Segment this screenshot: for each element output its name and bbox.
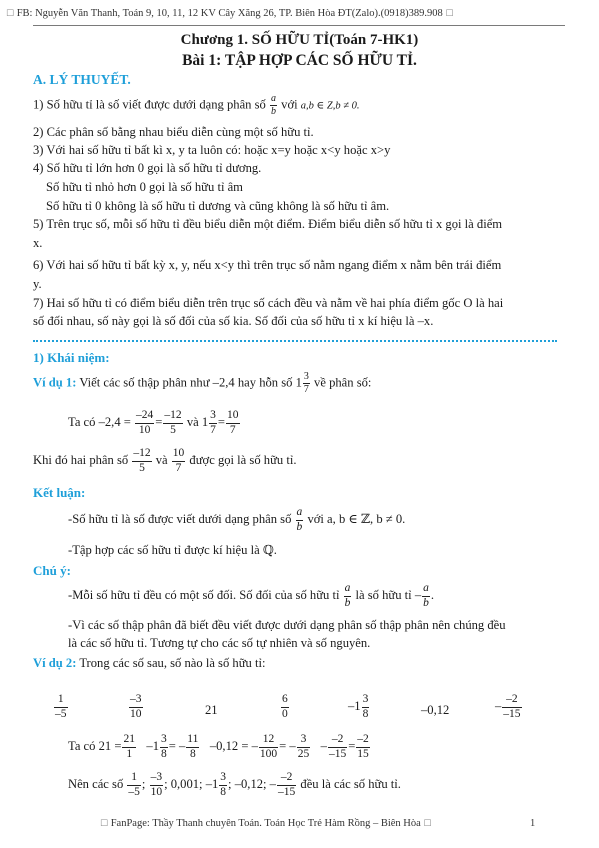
and-word: và — [155, 452, 168, 467]
header-rule — [33, 25, 565, 26]
frac-num: –3 — [150, 772, 164, 786]
frac-den: 5 — [139, 461, 145, 474]
note-heading: Chú ý: — [33, 563, 71, 578]
example-2-statement — [33, 656, 265, 671]
example-2-label: Ví dụ 2: — [33, 656, 77, 670]
conclusion-line-2: -Tập hợp các số hữu tỉ được kí hiệu là ℚ. — [68, 543, 277, 557]
checkbox-glyph-icon: ☐ — [423, 819, 432, 829]
mixed-number — [296, 372, 311, 395]
frac-den: 10 — [150, 785, 163, 798]
text: với a, b ∈ ℤ, b ≠ 0. — [307, 511, 406, 526]
text: Nên các số — [68, 776, 124, 791]
frac-num: 1 — [127, 772, 141, 786]
theory-item-5b: x. — [33, 236, 43, 250]
frac-den: 8 — [362, 707, 369, 720]
frac-den: 8 — [220, 785, 227, 798]
theory-item-6a: 6) Với hai số hữu tỉ bất kỳ x, y, nếu x<y thì trên trục số nằm ngang điểm x nằm bên trái điểm — [33, 258, 502, 272]
frac-num: a — [344, 583, 352, 597]
text: . — [430, 587, 435, 602]
text: Khi đó hai phân số — [33, 452, 129, 467]
frac-den: b — [344, 596, 351, 609]
fraction — [209, 410, 217, 436]
theory-item-7b: số đối nhau, số này gọi là số đối của số kia. Số đối của số hữu tỉ x kí hiệu là –x. — [33, 314, 434, 328]
theory-item-4a: 4) Số hữu tỉ lớn hơn 0 gọi là số hữu tỉ dương. — [33, 161, 262, 175]
ex2-solution — [68, 734, 371, 760]
fraction — [219, 772, 227, 798]
frac-num: –24 — [135, 410, 154, 424]
mixed-whole: –1 — [348, 698, 361, 713]
fraction — [281, 694, 289, 720]
note-line-2a: -Vì các số thập phân đã biết đều viết được dưới dạng phân số thập phân nên chúng đều — [68, 618, 506, 632]
text: đều là các số hữu tỉ. — [300, 776, 401, 791]
fraction — [54, 694, 68, 720]
checkbox-glyph-icon: ☐ — [6, 9, 15, 19]
fraction — [277, 772, 296, 798]
mixed-whole: 1 — [295, 375, 302, 390]
frac-num: –3 — [129, 694, 143, 708]
text: -Mỗi số hữu tỉ đều có một số đối. Số đối của số hữu tỉ — [68, 587, 340, 602]
theory-item-1 — [33, 94, 360, 117]
theory-item-4c: Số hữu tỉ 0 không là số hữu tỉ dương và cũng không là số hữu tỉ âm. — [46, 199, 390, 213]
frac-den: –5 — [55, 707, 67, 720]
theory-item-6b: y. — [33, 277, 42, 291]
theory-item-7a: 7) Hai số hữu tỉ có điểm biểu diễn trên trục số cách đều và nằm về hai phía điểm gốc O là hai — [33, 296, 504, 310]
frac-num: a — [422, 583, 430, 597]
frac-num: 11 — [186, 734, 199, 748]
frac-num: 1 — [54, 694, 68, 708]
frac-num: –2 — [277, 772, 296, 786]
frac-num: 3 — [303, 371, 309, 382]
example-1-solution: Ta có –2,4 = $\frac{-24}{10}$ = $\frac{-12}{5}$ và 1 $\frac{3}{7}$ = $\frac{10}{7}$ — [68, 409, 239, 436]
frac-den: b — [423, 596, 429, 609]
item1-mid: với — [281, 97, 298, 112]
frac-den: –5 — [128, 785, 140, 798]
example-1-label: Ví dụ 1: — [33, 375, 77, 390]
frac-num: 3 — [160, 734, 168, 748]
item1-condition: a,b ∈ Z,b ≠ 0. — [300, 100, 360, 112]
example-1-statement — [33, 372, 371, 395]
text: là số hữu tỉ – — [355, 587, 422, 602]
fraction — [502, 694, 521, 720]
checkbox-glyph-icon: ☐ — [445, 9, 454, 19]
theory-item-3: 3) Với hai số hữu tỉ bất kì x, y ta luôn có: hoặc x=y hoặc x<y hoặc x>y — [33, 143, 391, 157]
frac-den: b — [270, 106, 276, 117]
frac-den: –15 — [328, 747, 347, 760]
frac-den: 8 — [189, 747, 196, 760]
example-2-text: Trong các số sau, số nào là số hữu tỉ: — [79, 656, 266, 670]
frac-num: –12 — [163, 410, 182, 424]
frac-num: 3 — [219, 772, 227, 786]
frac-den: 7 — [303, 384, 309, 395]
frac-den: 7 — [229, 423, 236, 436]
fraction — [226, 410, 240, 436]
section-divider — [33, 340, 557, 342]
sign: – — [320, 738, 327, 753]
lesson-title: Bài 1: TẬP HỢP CÁC SỐ HỮU TỈ. — [182, 52, 417, 69]
mixed-fraction — [303, 372, 310, 395]
mixed-whole: –1 — [146, 738, 159, 753]
fraction — [172, 448, 186, 474]
conclusion-line-1 — [68, 507, 405, 533]
text: –0,12 = – — [209, 738, 258, 753]
sign: – — [495, 698, 502, 713]
fraction — [163, 410, 182, 436]
text: Ta có 21 = — [68, 738, 122, 753]
frac-num: 3 — [297, 734, 311, 748]
text: = — [348, 738, 356, 753]
fraction — [132, 448, 151, 474]
theory-item-2: 2) Các phân số bằng nhau biểu diễn cùng một số hữu tỉ. — [33, 125, 314, 139]
frac-num: 12 — [259, 734, 278, 748]
fraction — [122, 734, 136, 760]
ex2-item-b — [128, 694, 144, 720]
frac-num: –12 — [132, 448, 151, 462]
frac-num: a — [270, 93, 276, 104]
page-header — [6, 8, 453, 19]
fraction — [362, 694, 370, 720]
fraction — [297, 734, 311, 760]
ex2-item-a — [53, 694, 69, 720]
ex2-item-g — [495, 694, 523, 720]
text: –0,12; – — [234, 776, 276, 791]
frac-num: –2 — [356, 734, 370, 748]
text: 0,001; –1 — [170, 776, 219, 791]
conclusion-heading: Kết luận: — [33, 485, 86, 500]
fraction — [259, 734, 278, 760]
frac-den: 0 — [282, 707, 288, 720]
frac-den: 25 — [297, 747, 310, 760]
ex2-item-c: 21 — [205, 703, 218, 717]
fraction-a-b — [344, 583, 352, 609]
fraction — [127, 772, 141, 798]
frac-num: a — [296, 507, 304, 521]
frac-num: –2 — [502, 694, 521, 708]
ex2-item-d — [280, 694, 290, 720]
section-a-heading: A. LÝ THUYẾT. — [33, 72, 131, 87]
text: được gọi là số hữu tỉ. — [189, 452, 297, 467]
fraction-a-b — [422, 583, 430, 609]
frac-den: 7 — [210, 423, 216, 436]
example-1-tail: về phân số: — [314, 375, 372, 390]
frac-den: b — [296, 520, 303, 533]
frac-den: –15 — [277, 785, 296, 798]
fraction — [150, 772, 164, 798]
fraction — [356, 734, 370, 760]
text: -Số hữu tỉ là số được viết dưới dạng phân số — [68, 511, 292, 526]
frac-den: –15 — [503, 707, 521, 720]
note-line-1 — [68, 583, 434, 609]
frac-num: –2 — [328, 734, 347, 748]
fraction — [186, 734, 199, 760]
mixed-whole: 1 — [201, 414, 209, 429]
ex2-conclusion: Nên các số $\frac{1}{-5}$ ; $\frac{-3}{10}$ ; 0,001; –1 $\frac{3}{8}$ ; –0,12; – $\frac{-2}{-15}$ đều là các số hữu tỉ. — [68, 771, 401, 798]
theory-item-5a: 5) Trên trục số, mỗi số hữu tỉ đều biểu diễn một điểm. Điểm biểu diễn số hữu tỉ x gọi là điểm — [33, 217, 503, 231]
text: = – — [279, 738, 296, 753]
header-text: FB: Nguyễn Văn Thanh, Toán 9, 10, 11, 12 KV Cây Xăng 26, TP. Biên Hòa ĐT(Zalo).(0918)389.908 — [16, 8, 443, 19]
frac-den: 5 — [170, 423, 176, 436]
frac-num: 6 — [281, 694, 289, 708]
ex2-item-e — [348, 694, 370, 720]
frac-den: 100 — [259, 747, 278, 760]
concept-heading: 1) Khái niệm: — [33, 350, 110, 365]
frac-num: 10 — [172, 448, 186, 462]
chapter-title: Chương 1. SỐ HỮU TỈ(Toán 7-HK1) — [180, 32, 419, 48]
page-number: 1 — [530, 818, 536, 829]
frac-den: 1 — [126, 747, 133, 760]
fraction — [129, 694, 143, 720]
note-line-2b: là các số hữu tỉ. Tương tự cho các số tự nhiên và số nguyên. — [68, 636, 371, 650]
frac-den: 15 — [357, 747, 369, 760]
frac-den: 8 — [160, 747, 167, 760]
frac-num: 10 — [226, 410, 240, 424]
frac-den: 7 — [175, 461, 182, 474]
item1-text: 1) Số hữu tỉ là số viết được dưới dạng phân số — [33, 97, 266, 112]
fraction — [160, 734, 168, 760]
frac-num: 3 — [209, 410, 217, 424]
and-word: và — [186, 414, 199, 429]
frac-num: 3 — [362, 694, 370, 708]
example-1-conclusion — [33, 448, 296, 474]
frac-den: 10 — [130, 707, 142, 720]
ex2-item-f: –0,12 — [421, 703, 450, 717]
fraction — [135, 410, 154, 436]
sol-pre: Ta có –2,4 = — [68, 414, 131, 429]
example-1-text: Viết các số thập phân như –2,4 hay hỗn số — [79, 375, 293, 390]
fraction-a-b — [296, 507, 304, 533]
text: = – — [168, 738, 186, 753]
fraction-a-b — [270, 94, 277, 117]
page-footer — [100, 818, 432, 829]
frac-num: 21 — [122, 734, 136, 748]
footer-text: FanPage: Thầy Thanh chuyên Toán. Toán Học Trẻ Hàm Rồng – Biên Hòa — [110, 818, 421, 829]
frac-den: 10 — [138, 423, 151, 436]
fraction — [328, 734, 347, 760]
theory-item-4b: Số hữu tỉ nhỏ hơn 0 gọi là số hữu tỉ âm — [46, 180, 243, 194]
checkbox-glyph-icon: ☐ — [100, 819, 109, 829]
